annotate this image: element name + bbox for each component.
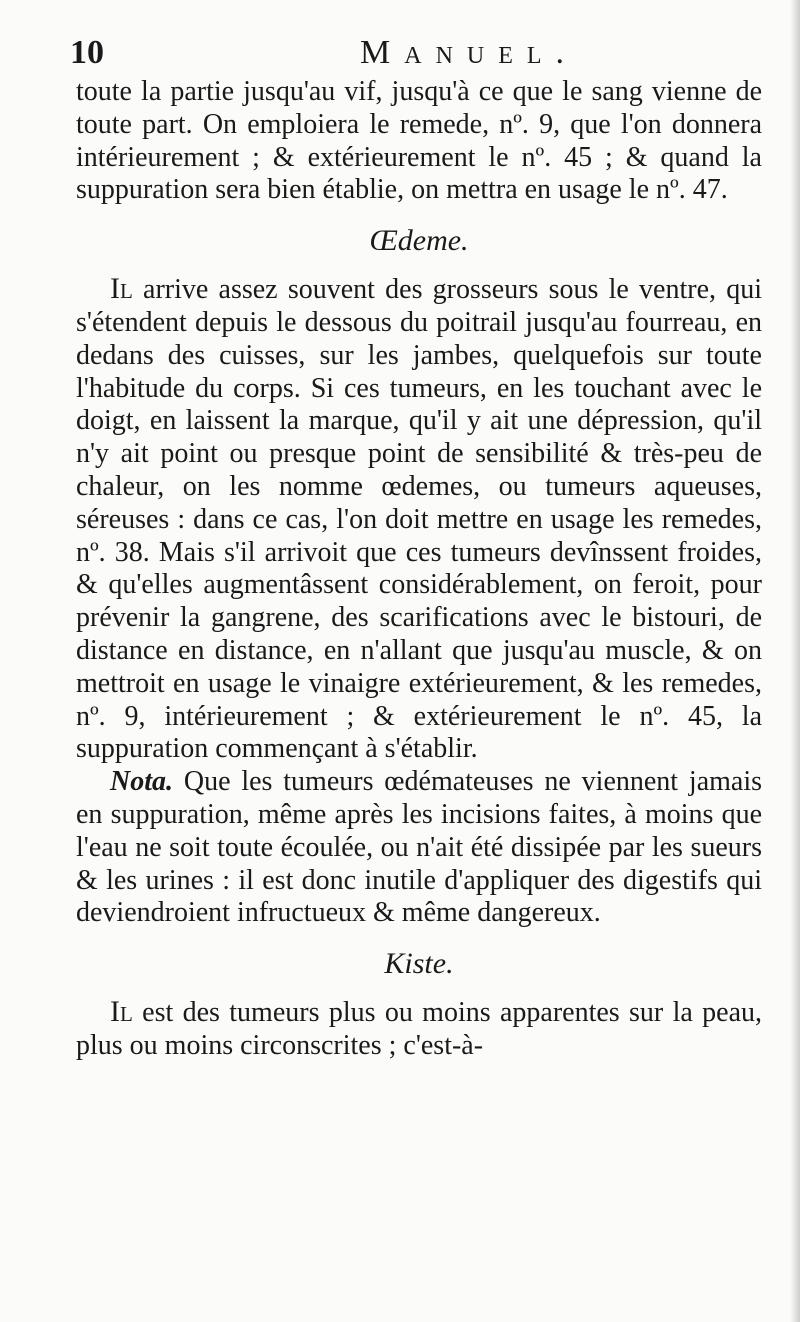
page-header bbox=[70, 30, 760, 76]
running-title: Manuel. bbox=[360, 34, 579, 71]
paragraph-nota bbox=[76, 766, 762, 930]
page-edge-shadow bbox=[790, 0, 800, 1322]
nota-label: Nota. bbox=[110, 766, 173, 798]
paragraph-nota-text: Que les tumeurs œdémateuses ne viennent jamais en suppuration, même après les incisions faites, à moins que l'eau ne soit toute écoulée, ou n'ait été dissipée par les sueurs & les urines : il est donc inutile d'appliquer des digestifs qui deviendroient infructueux & même dangereux. bbox=[76, 766, 762, 929]
body-text bbox=[76, 76, 762, 1063]
paragraph-oedeme-text: arrive assez souvent des grosseurs sous le ventre, qui s'étendent depuis le dessous du poitrail jusqu'au fourreau, en dedans des cuisses, sur les jambes, quelquefois sur toute l'habitude du corps. Si ces tumeurs, en les touchant avec le doigt, en laissent la marque, qu'il y ait une dépression, qu'il n'y ait point ou presque point de sensibilité & très-peu de chaleur, on les nomme œdemes, ou tumeurs aqueuses, séreuses : dans ce cas, l'on doit mettre en usage les remedes, nº. 38. Mais s'il arrivoit que ces tumeurs devînssent froides, & qu'elles augmentâssent considérablement, on feroit, pour prévenir la gangrene, des scarifications avec le bistouri, de distance en distance, en n'allant que jusqu'au muscle, & on mettroit en usage le vinaigre extérieurement, & les remedes, nº. 9, intérieurement ; & extérieurement le nº. 45, la suppuration commençant à s'établir. bbox=[76, 274, 763, 765]
page-number: 10 bbox=[70, 34, 104, 71]
paragraph-kiste-text: est des tumeurs plus ou moins apparentes sur la peau, plus ou moins circonscrites ; c'est-à- bbox=[76, 997, 762, 1061]
section-heading-oedeme: Œdeme. bbox=[369, 224, 469, 258]
paragraph-oedeme bbox=[76, 273, 762, 766]
paragraph-lead-word: Il bbox=[110, 995, 133, 1029]
paragraph-continuation: toute la partie jusqu'au vif, jusqu'à ce que le sang vienne de toute part. On emploiera le remede, nº. 9, que l'on donnera intérieurement ; & extérieurement le nº. 45 ; & quand la suppuration sera bien établie, on mettra en usage le nº. 47. bbox=[76, 76, 762, 206]
paragraph-lead-word: Il bbox=[110, 272, 133, 306]
paragraph-kiste bbox=[76, 996, 762, 1063]
section-heading-kiste: Kiste. bbox=[384, 947, 454, 981]
